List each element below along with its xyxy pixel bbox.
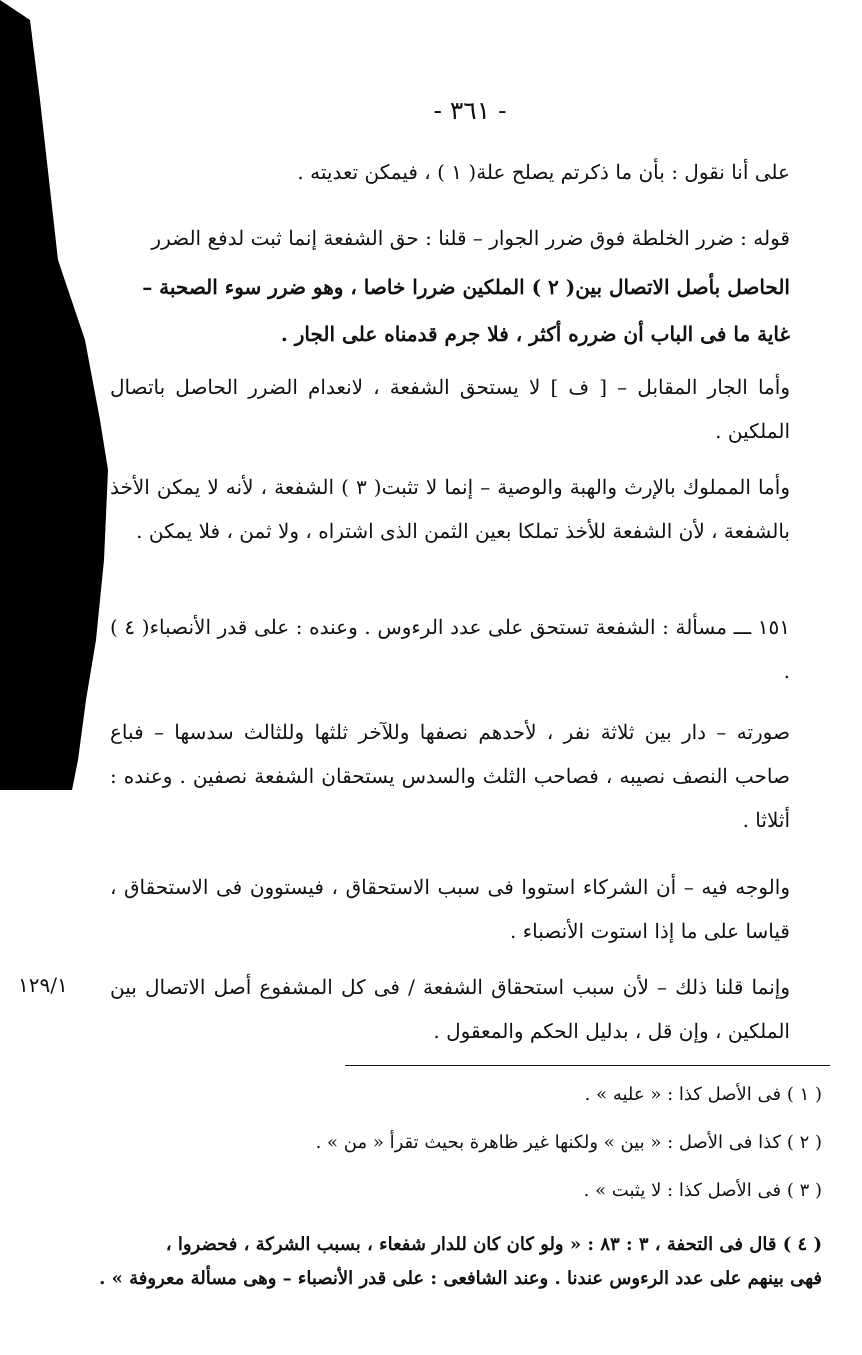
- footnote-3: ( ٣ ) فى الأصل كذا : لا يثبت » .: [583, 1180, 822, 1201]
- margin-folio-note: ١٢٩/١: [18, 973, 68, 997]
- footnote-1: ( ١ ) فى الأصل كذا : « عليه » .: [584, 1084, 822, 1105]
- paragraph-2-line-1: قوله : ضرر الخلطة فوق ضرر الجوار – قلنا : حق الشفعة إنما ثبت لدفع الضرر: [151, 226, 790, 250]
- paragraph-6: صورته – دار بين ثلاثة نفر ، لأحدهم نصفها وللآخر ثلثها وللثالث سدسها – فباع صاحب النصف نصيبه ، فصاحب الثلث والسدس يستحقان الشفعة نصفين . وعنده : أثلاثا .: [110, 720, 790, 832]
- footnote-4-line-1: ( ٤ ) قال فى التحفة ، ٣ : ٨٣ : « ولو كان كان للدار شفعاء ، بسبب الشركة ، فحضروا ،: [165, 1234, 822, 1255]
- paragraph-2-line-3: غاية ما فى الباب أن ضرره أكثر ، فلا جرم قدمناه على الجار .: [280, 322, 790, 346]
- footnote-4-line-2: فهى بينهم على عدد الرءوس عندنا . وعند الشافعى : على قدر الأنصباء – وهى مسألة معروفة » .: [99, 1268, 822, 1289]
- paragraph-2-line-2: الحاصل بأصل الاتصال بين( ٢ ) الملكين ضررا خاصا ، وهو ضرر سوء الصحبة –: [142, 275, 790, 299]
- paragraph-5-mas-ala-151: ١٥١ ـــ مسألة : الشفعة تستحق على عدد الرءوس . وعنده : على قدر الأنصباء( ٤ ) .: [110, 615, 790, 683]
- footnote-divider: [345, 1065, 830, 1066]
- paragraph-1: على أنا نقول : بأن ما ذكرتم يصلح علة( ١ ) ، فيمكن تعديته .: [297, 160, 790, 184]
- paragraph-3: وأما الجار المقابل – [ ف ] لا يستحق الشفعة ، لانعدام الضرر الحاصل باتصال الملكين .: [110, 375, 790, 443]
- scan-shadow: [0, 0, 120, 790]
- paragraph-4: وأما المملوك بالإرث والهبة والوصية – إنما لا تثبت( ٣ ) الشفعة ، لأنه لا يمكن الأخذ بالشفعة ، لأن الشفعة للأخذ تملكا بعين الثمن الذى اشتراه ، ولا ثمن ، فلا يمكن .: [110, 475, 790, 543]
- paragraph-7: والوجه فيه – أن الشركاء استووا فى سبب الاستحقاق ، فيستوون فى الاستحقاق ، قياسا على ما إذا استوت الأنصباء .: [110, 875, 790, 943]
- page-number: - ٣٦١ -: [433, 96, 507, 125]
- footnote-2: ( ٢ ) كذا فى الأصل : « بين » ولكنها غير ظاهرة بحيث تقرأ « من » .: [315, 1132, 822, 1153]
- paragraph-8: وإنما قلنا ذلك – لأن سبب استحقاق الشفعة / فى كل المشفوع أصل الاتصال بين الملكين ، وإن قل ، بدليل الحكم والمعقول .: [110, 975, 790, 1043]
